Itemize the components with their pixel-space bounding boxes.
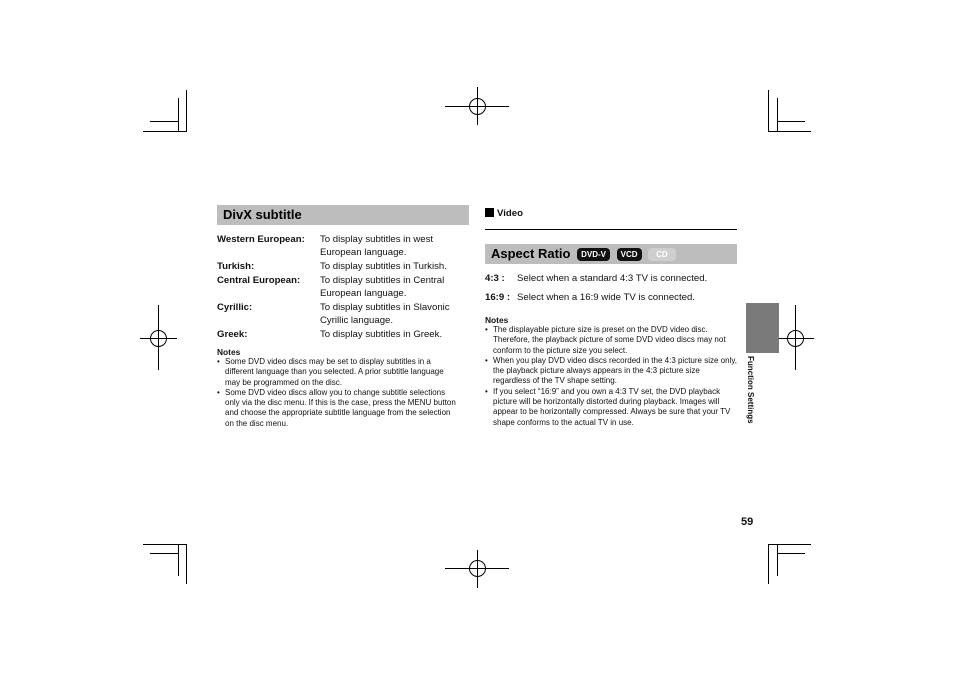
section-divider [485, 229, 737, 230]
note-item: • The displayable picture size is preset on the DVD video disc. Therefore, the playback picture of some DVD video discs may not conform to the picture size you select. [485, 325, 739, 356]
note-item: • When you play DVD video discs recorded in the 4:3 picture size only, the playback picture always appears in the 4:3 picture size regardless of the TV shape setting. [485, 356, 739, 387]
definition-row [217, 233, 462, 259]
definition-desc: To display subtitles in west European language. [320, 234, 434, 258]
definition-term: Western European: [217, 234, 305, 245]
aspect-ratio-heading [485, 244, 737, 264]
definition-row [217, 301, 462, 327]
black-square-icon [485, 208, 494, 217]
video-section-label [485, 208, 523, 220]
definition-desc: To display subtitles in Central European language. [320, 275, 445, 299]
right-notes-list [485, 325, 739, 428]
left-notes-list [217, 357, 459, 429]
note-item: • Some DVD video discs allow you to change subtitle selections only via the disc menu. If this is the case, press the MENU button and choose the appropriate subtitle language from the selection on the disc menu. [217, 388, 459, 429]
vcd-badge: VCD [617, 248, 642, 261]
aspect-ratio-title: Aspect Ratio [491, 246, 571, 261]
subtitle-definition-list [217, 233, 462, 342]
dvd-v-badge: DVD-V [577, 248, 610, 261]
option-key: 16:9 : [485, 292, 511, 303]
option-4-3 [485, 273, 737, 285]
definition-term: Central European: [217, 275, 301, 286]
right-notes-title: Notes [485, 315, 509, 325]
option-desc: Select when a standard 4:3 TV is connected. [517, 273, 708, 284]
left-notes-title: Notes [217, 347, 241, 357]
cd-badge: CD [648, 248, 676, 261]
page-number: 59 [741, 516, 754, 528]
definition-desc: To display subtitles in Turkish. [320, 261, 447, 272]
definition-term: Turkish: [217, 261, 255, 272]
definition-row [217, 260, 462, 273]
divx-subtitle-heading: DivX subtitle [217, 205, 469, 225]
definition-term: Cyrillic: [217, 302, 253, 313]
note-item: • Some DVD video discs may be set to display subtitles in a different language than you selected. A prior subtitle language may be programmed on the disc. [217, 357, 459, 388]
note-item: • If you select “16:9” and you own a 4:3 TV set, the DVD playback picture will be horizontally distorted during playback. Images will appear to be horizontally compressed. Always be sure that your TV shape conforms to the actual TV in use. [485, 387, 739, 428]
section-title: Video [497, 208, 523, 219]
definition-desc: To display subtitles in Greek. [320, 329, 443, 340]
definition-desc: To display subtitles in Slavonic Cyrillic language. [320, 302, 450, 326]
option-16-9 [485, 292, 737, 304]
option-desc: Select when a 16:9 wide TV is connected. [517, 292, 695, 303]
definition-term: Greek: [217, 329, 248, 340]
definition-row [217, 328, 462, 341]
side-chapter-label: Function Settings [746, 356, 755, 424]
chapter-tab [746, 303, 779, 353]
option-key: 4:3 : [485, 273, 505, 284]
definition-row [217, 274, 462, 300]
